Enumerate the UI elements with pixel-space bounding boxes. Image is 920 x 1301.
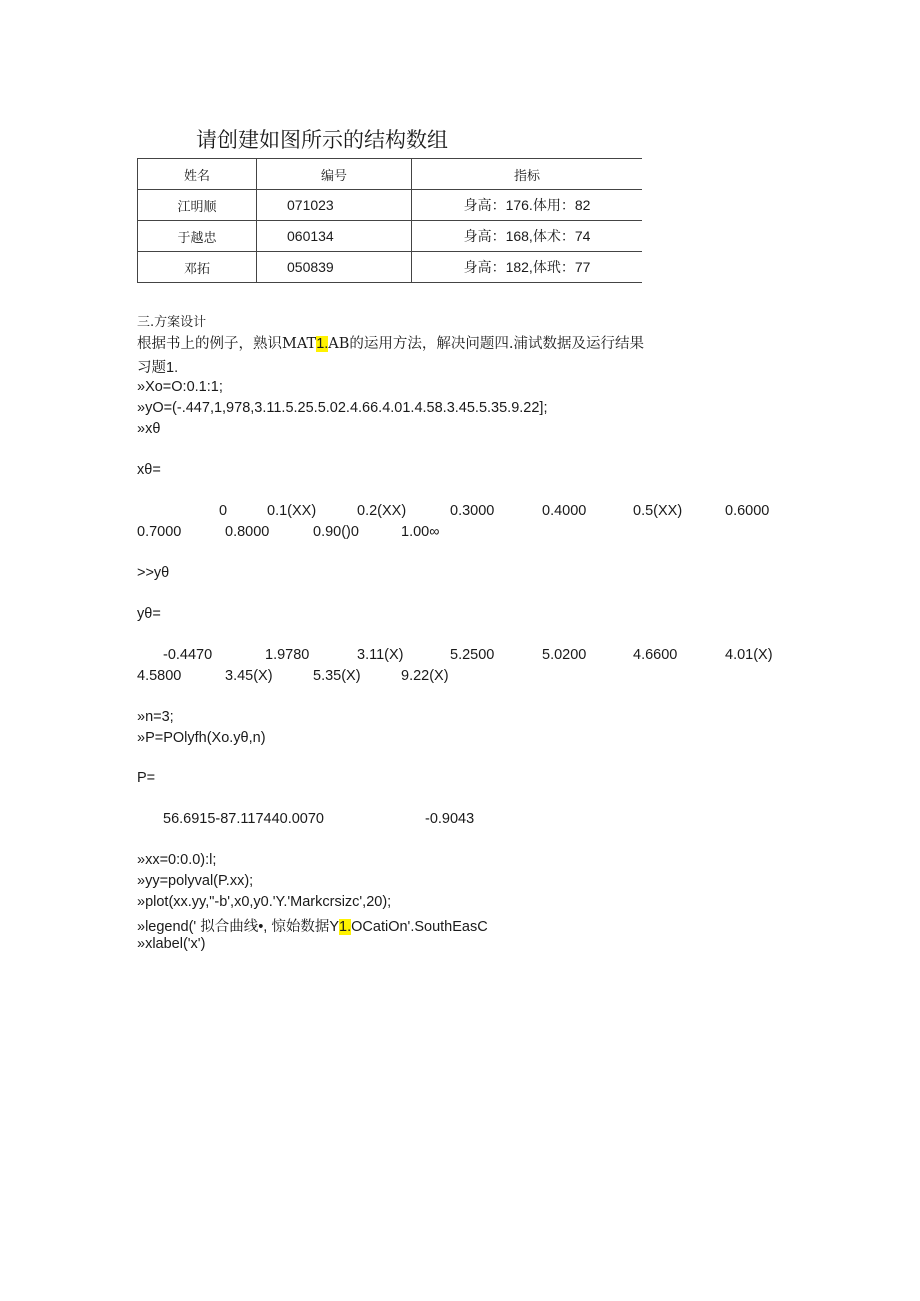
command-line: »xθ bbox=[137, 421, 161, 437]
cell-id: 071023 bbox=[257, 190, 412, 221]
output-value: 56.6915-87.117440.0070 bbox=[163, 811, 324, 827]
output-value: 1.9780 bbox=[265, 647, 310, 663]
table-row bbox=[138, 221, 643, 252]
exercise-label: 习题1. bbox=[137, 360, 179, 376]
command-line: >>yθ bbox=[137, 565, 170, 581]
cell-name: 江明顺 bbox=[138, 190, 257, 221]
command-line: »plot(xx.yy,"-b',x0,y0.'Y.'Markcrsizc',20); bbox=[137, 894, 392, 910]
table-row bbox=[138, 190, 643, 221]
output-value: -0.4470 bbox=[163, 647, 213, 663]
command-line: »P=POlyfh(Xo.yθ,n) bbox=[137, 730, 266, 746]
description-text: 根据书上的例子，熟识MAT bbox=[137, 336, 317, 352]
output-value: 4.6600 bbox=[633, 647, 678, 663]
output-value: 0.4000 bbox=[542, 503, 587, 519]
output-value: 0.7000 bbox=[137, 524, 182, 540]
cell-metrics: 身高：168,体术：74 bbox=[412, 221, 643, 252]
header-metrics: 指标 bbox=[412, 159, 643, 190]
output-value: 5.35(X) bbox=[313, 668, 361, 684]
cell-name: 于越忠 bbox=[138, 221, 257, 252]
command-line: »xx=0:0.0):l; bbox=[137, 852, 217, 868]
table-header-row bbox=[138, 159, 643, 190]
description-text-rest: AB的运用方法，解决问题四.浦试数据及运行结果 bbox=[328, 336, 645, 352]
output-label: xθ= bbox=[137, 462, 161, 478]
output-value: 5.0200 bbox=[542, 647, 587, 663]
output-value: 4.01(X) bbox=[725, 647, 773, 663]
output-value: 5.2500 bbox=[450, 647, 495, 663]
command-line: »yy=polyval(P.xx); bbox=[137, 873, 254, 889]
highlight-mark: 1. bbox=[339, 919, 352, 935]
command-text: »legend(' 拟合曲线•, 惊始数据Y bbox=[137, 919, 340, 935]
cell-metrics: 身高：182,体玳：77 bbox=[412, 252, 643, 283]
output-value: 3.11(X) bbox=[357, 647, 404, 663]
command-line bbox=[137, 915, 488, 936]
command-line: »n=3; bbox=[137, 709, 174, 725]
output-value: 0.3000 bbox=[450, 503, 495, 519]
output-value: 0.5(XX) bbox=[633, 503, 683, 519]
output-value: 1.00∞ bbox=[401, 524, 440, 540]
struct-table bbox=[137, 158, 642, 283]
table-row bbox=[138, 252, 643, 283]
page-title: 请创建如图所示的结构数组 bbox=[196, 128, 448, 152]
cell-metrics: 身高：176.体用：82 bbox=[412, 190, 643, 221]
description-line bbox=[137, 332, 644, 353]
output-value: 9.22(X) bbox=[401, 668, 449, 684]
header-name: 姓名 bbox=[138, 159, 257, 190]
output-value: 0.8000 bbox=[225, 524, 270, 540]
header-id: 编号 bbox=[257, 159, 412, 190]
cell-name: 邓拓 bbox=[138, 252, 257, 283]
output-value: -0.9043 bbox=[425, 811, 475, 827]
command-line: »yO=(-.447,1,978,3.11.5.25.5.02.4.66.4.01.4.58.3.45.5.35.9.22]; bbox=[137, 400, 548, 416]
cell-id: 050839 bbox=[257, 252, 412, 283]
command-line: »Xo=O:0.1:1; bbox=[137, 379, 223, 395]
highlight-mark: 1. bbox=[316, 336, 329, 352]
output-value: 0.6000 bbox=[725, 503, 770, 519]
output-value: 3.45(X) bbox=[225, 668, 273, 684]
output-value: 0.90()0 bbox=[313, 524, 359, 540]
command-text-rest: OCatiOn'.SouthEasC bbox=[351, 919, 488, 935]
section-heading: 三.方案设计 bbox=[137, 315, 207, 330]
output-label: P= bbox=[137, 770, 156, 786]
output-value: 0.2(XX) bbox=[357, 503, 407, 519]
output-value: 4.5800 bbox=[137, 668, 182, 684]
output-value: 0.1(XX) bbox=[267, 503, 317, 519]
cell-id: 060134 bbox=[257, 221, 412, 252]
output-value: 0 bbox=[219, 503, 228, 519]
output-label: yθ= bbox=[137, 606, 161, 622]
command-line: »xlabel('x') bbox=[137, 936, 206, 952]
